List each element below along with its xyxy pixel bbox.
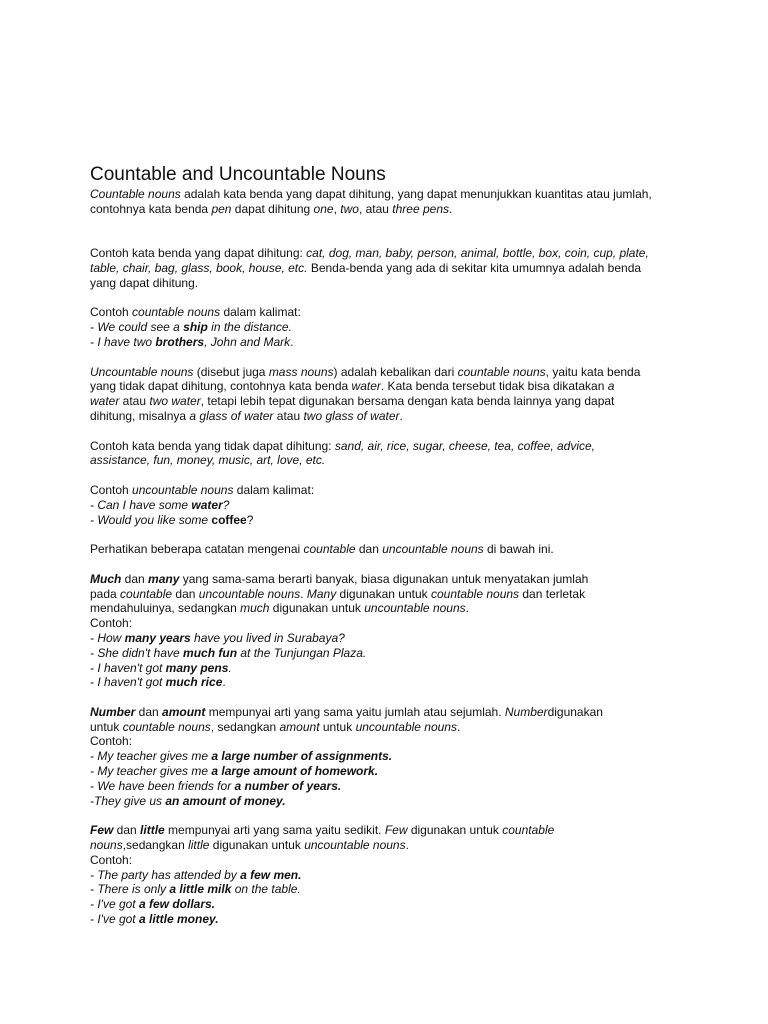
bold-text: a large number of assignments. bbox=[211, 749, 393, 764]
text-run: digunakan untuk bbox=[336, 586, 431, 601]
italic-text: - We have been friends for bbox=[90, 778, 235, 793]
italic-text: - I've got bbox=[90, 912, 139, 927]
italic-text: three pens bbox=[392, 201, 450, 216]
text-run: , sedangkan bbox=[210, 719, 280, 734]
text-run: dalam kalimat: bbox=[220, 305, 301, 320]
text-run: Benda-benda yang ada di sekitar kita umumnya adalah benda bbox=[307, 260, 642, 275]
text-run: dan bbox=[355, 542, 383, 557]
italic-text: a bbox=[607, 379, 615, 394]
document-title: Countable and Uncountable Nouns bbox=[90, 164, 386, 185]
italic-text: water bbox=[90, 394, 120, 409]
text-run: (disebut juga bbox=[193, 364, 269, 379]
paragraph bbox=[90, 246, 690, 290]
text-run: di bawah ini. bbox=[483, 542, 554, 557]
bold-text: much fun bbox=[183, 645, 238, 660]
italic-text: countable bbox=[120, 586, 173, 601]
paragraph-spacer bbox=[90, 217, 690, 247]
text-line bbox=[90, 794, 690, 809]
text-run: dapat dihitung bbox=[231, 201, 314, 216]
text-run: , tetapi lebih tepat digunakan bersama dengan kata benda lainnya yang dapat bbox=[200, 394, 615, 409]
paragraph-spacer bbox=[90, 291, 690, 306]
italic-text: a glass of water bbox=[189, 408, 274, 423]
italic-text: countable bbox=[502, 823, 555, 838]
text-run: dihitung, misalnya bbox=[90, 408, 190, 423]
italic-text: mass nouns bbox=[268, 364, 334, 379]
italic-text: countable nouns bbox=[122, 719, 211, 734]
bold-text: little bbox=[140, 823, 165, 838]
italic-text: water bbox=[351, 379, 381, 394]
italic-text: - I haven't got bbox=[90, 660, 166, 675]
italic-text: uncountable nouns bbox=[198, 586, 301, 601]
text-line bbox=[90, 631, 690, 646]
text-line bbox=[90, 661, 690, 676]
text-run: untuk bbox=[319, 719, 356, 734]
italic-text: Uncountable nouns bbox=[90, 364, 194, 379]
text-line bbox=[90, 868, 690, 883]
text-line bbox=[90, 897, 690, 912]
text-run: digunakan untuk bbox=[209, 838, 305, 853]
bold-text: water bbox=[191, 497, 223, 512]
italic-text: much bbox=[240, 601, 270, 616]
text-line bbox=[90, 705, 690, 720]
text-line bbox=[90, 305, 690, 320]
paragraph bbox=[90, 365, 690, 424]
italic-text: - We could see a bbox=[90, 320, 184, 335]
text-run: dalam kalimat: bbox=[233, 482, 315, 497]
text-run: . bbox=[405, 838, 409, 853]
text-run: Contoh kata benda yang dapat dihitung: bbox=[90, 246, 307, 261]
italic-text: - My teacher gives me bbox=[90, 749, 212, 764]
italic-text: table, chair, bag, glass, book, house, etc. bbox=[90, 260, 308, 275]
text-line bbox=[90, 749, 690, 764]
text-line bbox=[90, 261, 690, 276]
bold-text: much rice bbox=[165, 675, 223, 690]
italic-text: countable nouns bbox=[457, 364, 546, 379]
italic-text: , John and Mark bbox=[204, 334, 291, 349]
text-run: . bbox=[456, 719, 461, 734]
bold-text: many bbox=[148, 571, 180, 586]
document-body bbox=[90, 187, 690, 927]
text-run: yang sama-sama berarti banyak, biasa digunakan untuk menyatakan jumlah bbox=[179, 571, 589, 586]
text-run: dan bbox=[135, 704, 163, 719]
bold-text: Much bbox=[90, 571, 122, 586]
italic-text: one bbox=[313, 201, 334, 216]
text-run: . bbox=[465, 601, 469, 616]
text-run: Contoh bbox=[90, 482, 133, 497]
bold-text: many pens bbox=[165, 660, 229, 675]
text-run: dan terletak bbox=[519, 586, 586, 601]
text-run: dan bbox=[172, 586, 199, 601]
italic-text: Number bbox=[504, 704, 548, 719]
text-run: , atau bbox=[358, 201, 393, 216]
italic-text: on the table. bbox=[231, 882, 301, 897]
text-line bbox=[90, 483, 690, 498]
paragraph bbox=[90, 572, 690, 690]
italic-text: - My teacher gives me bbox=[90, 764, 212, 779]
italic-text: Many bbox=[306, 586, 337, 601]
text-run: untuk bbox=[90, 719, 123, 734]
text-line bbox=[90, 513, 690, 528]
text-line bbox=[90, 320, 690, 335]
text-line bbox=[90, 734, 690, 749]
paragraph bbox=[90, 705, 690, 809]
text-run: dan bbox=[113, 823, 141, 838]
italic-text: in the distance. bbox=[207, 320, 292, 335]
text-run: adalah kata benda yang dapat dihitung, yang dapat menunjukkan kuantitas atau jumlah, bbox=[180, 187, 652, 201]
text-line bbox=[90, 720, 690, 735]
text-run: atau bbox=[119, 394, 150, 409]
italic-text: - Would you like some bbox=[90, 512, 212, 527]
paragraph bbox=[90, 542, 690, 557]
bold-text: a few dollars. bbox=[138, 897, 216, 912]
text-run: digunakan bbox=[547, 704, 603, 719]
italic-text: -They give us bbox=[90, 793, 166, 808]
italic-text: uncountable nouns bbox=[132, 482, 234, 497]
italic-text: uncountable nouns bbox=[364, 601, 466, 616]
bold-text: brothers bbox=[155, 334, 205, 349]
italic-text: ? bbox=[222, 497, 230, 512]
italic-text: countable bbox=[303, 542, 356, 557]
text-line bbox=[90, 853, 690, 868]
text-run: digunakan untuk bbox=[269, 601, 365, 616]
bold-text: a little money. bbox=[138, 912, 219, 927]
italic-text: - I've got bbox=[90, 897, 139, 912]
bold-text: an amount of money. bbox=[165, 793, 286, 808]
text-run: ,sedangkan bbox=[122, 838, 189, 853]
paragraph bbox=[90, 439, 690, 469]
italic-text: countable nouns bbox=[430, 586, 520, 601]
text-run: Contoh bbox=[90, 305, 133, 320]
bold-text: Few bbox=[90, 823, 114, 838]
text-line bbox=[90, 276, 690, 291]
bold-text: a few men. bbox=[240, 867, 302, 882]
text-line bbox=[90, 187, 690, 202]
text-run: digunakan untuk bbox=[407, 823, 503, 838]
text-run: yang dapat dihitung. bbox=[90, 275, 199, 290]
text-line bbox=[90, 882, 690, 897]
text-run: Contoh: bbox=[90, 734, 133, 749]
italic-text: cat, dog, man, baby, person, animal, bottle, box, coin, cup, plate, bbox=[306, 246, 649, 261]
italic-text: pen bbox=[211, 201, 232, 216]
text-run: . bbox=[399, 408, 403, 423]
bold-text: coffee bbox=[211, 512, 247, 527]
italic-text: two glass of water bbox=[303, 408, 400, 423]
text-run: . bbox=[449, 201, 453, 216]
italic-text: uncountable nouns bbox=[355, 719, 457, 734]
paragraph bbox=[90, 187, 690, 217]
italic-text: - Can I have some bbox=[90, 497, 192, 512]
italic-text: countable nouns bbox=[132, 305, 221, 320]
document-page bbox=[90, 164, 690, 927]
text-run: . bbox=[290, 334, 294, 349]
italic-text: uncountable nouns bbox=[382, 542, 484, 557]
text-run: ) adalah kebalikan dari bbox=[333, 364, 458, 379]
text-run: Contoh kata benda yang tidak dapat dihitung: bbox=[90, 438, 335, 453]
text-line bbox=[90, 365, 690, 380]
text-line bbox=[90, 601, 690, 616]
text-run: yang tidak dapat dihitung, contohnya kata benda bbox=[90, 379, 352, 394]
text-line bbox=[90, 335, 690, 350]
text-line bbox=[90, 779, 690, 794]
text-run: , bbox=[333, 201, 341, 216]
bold-text: a large amount of homework. bbox=[211, 764, 379, 779]
text-line bbox=[90, 246, 690, 261]
text-line bbox=[90, 616, 690, 631]
italic-text: . bbox=[228, 660, 232, 675]
paragraph-spacer bbox=[90, 527, 690, 542]
text-run: Contoh: bbox=[90, 616, 133, 631]
text-line bbox=[90, 453, 690, 468]
italic-text: have you lived in Surabaya? bbox=[190, 630, 345, 645]
paragraph-spacer bbox=[90, 690, 690, 705]
text-run: Perhatikan beberapa catatan mengenai bbox=[90, 542, 304, 557]
bold-text: ship bbox=[183, 320, 208, 335]
text-run: mempunyai arti yang sama yaitu sedikit. bbox=[164, 823, 385, 838]
text-line bbox=[90, 912, 690, 927]
bold-text: a little milk bbox=[169, 882, 232, 897]
text-line bbox=[90, 764, 690, 779]
paragraph-spacer bbox=[90, 468, 690, 483]
text-run: dan bbox=[121, 571, 149, 586]
text-run: . bbox=[222, 675, 226, 690]
text-line bbox=[90, 394, 690, 409]
text-line bbox=[90, 572, 690, 587]
text-run: ? bbox=[246, 512, 254, 527]
italic-text: Countable nouns bbox=[90, 187, 181, 201]
italic-text: - There is only bbox=[90, 882, 170, 897]
text-run: , yaitu kata benda bbox=[545, 364, 641, 379]
text-line bbox=[90, 646, 690, 661]
italic-text: - I have two bbox=[90, 334, 156, 349]
bold-text: amount bbox=[162, 704, 206, 719]
text-line bbox=[90, 498, 690, 513]
text-line bbox=[90, 587, 690, 602]
italic-text: two bbox=[340, 201, 359, 216]
italic-text: amount bbox=[279, 719, 320, 734]
italic-text: - How bbox=[90, 630, 125, 645]
text-run: . bbox=[300, 586, 307, 601]
text-line bbox=[90, 409, 690, 424]
italic-text: assistance, fun, money, music, art, love, etc. bbox=[90, 453, 326, 468]
text-run: contohnya kata benda bbox=[90, 201, 212, 216]
italic-text: uncountable nouns bbox=[304, 838, 406, 853]
text-run: . Kata benda tersebut tidak bisa dikatakan bbox=[380, 379, 608, 394]
paragraph-spacer bbox=[90, 557, 690, 572]
italic-text: Few bbox=[384, 823, 408, 838]
italic-text: nouns bbox=[90, 838, 123, 853]
paragraph-spacer bbox=[90, 424, 690, 439]
text-run: Contoh: bbox=[90, 852, 133, 867]
text-line bbox=[90, 542, 690, 557]
text-line bbox=[90, 675, 690, 690]
italic-text: little bbox=[188, 838, 210, 853]
italic-text: - She didn't have bbox=[90, 645, 184, 660]
paragraph bbox=[90, 483, 690, 527]
bold-text: Number bbox=[90, 704, 136, 719]
text-run: pada bbox=[90, 586, 121, 601]
text-line bbox=[90, 379, 690, 394]
text-line bbox=[90, 823, 690, 838]
text-run: mendahuluinya, sedangkan bbox=[90, 601, 241, 616]
paragraph bbox=[90, 823, 690, 927]
text-run: mempunyai arti yang sama yaitu jumlah atau sejumlah. bbox=[205, 704, 505, 719]
paragraph-spacer bbox=[90, 350, 690, 365]
text-line bbox=[90, 838, 690, 853]
text-run: atau bbox=[273, 408, 304, 423]
italic-text: - I haven't got bbox=[90, 675, 166, 690]
bold-text: a number of years. bbox=[234, 778, 342, 793]
bold-text: many years bbox=[124, 630, 191, 645]
italic-text: at the Tunjungan Plaza. bbox=[237, 645, 367, 660]
text-line bbox=[90, 202, 690, 217]
italic-text: sand, air, rice, sugar, cheese, tea, coffee, advice, bbox=[334, 438, 596, 453]
text-line bbox=[90, 439, 690, 454]
italic-text: - The party has attended by bbox=[90, 867, 241, 882]
paragraph-spacer bbox=[90, 808, 690, 823]
paragraph bbox=[90, 305, 690, 349]
italic-text: two water bbox=[149, 394, 201, 409]
